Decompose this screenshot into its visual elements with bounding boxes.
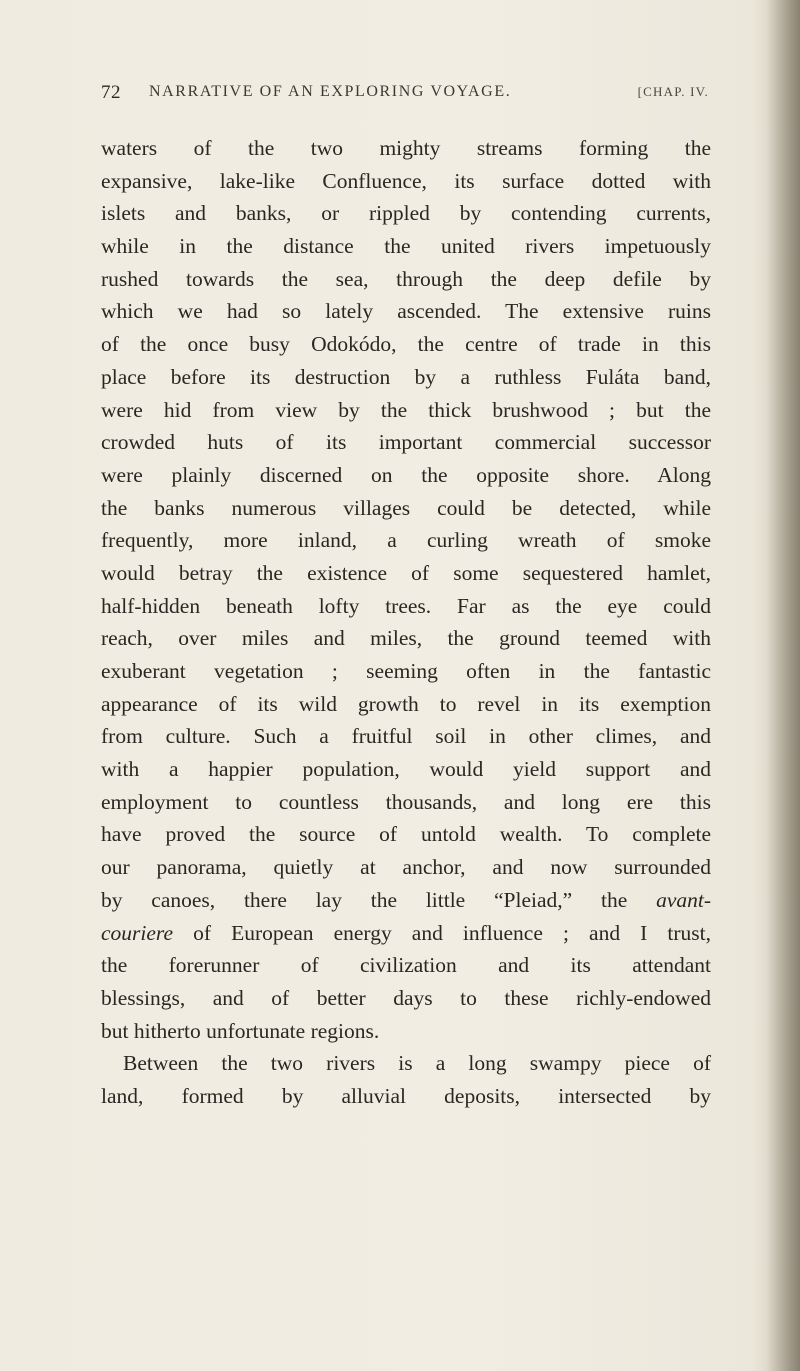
italic-word: couriere: [101, 920, 174, 945]
italic-word: avant-: [656, 887, 712, 912]
text-line: rushed towards the sea, through the deep defile by: [101, 266, 711, 291]
text-line: of the once busy Odokódo, the centre of trade in this: [101, 332, 711, 357]
page-spine-shadow: [766, 0, 800, 1371]
text-line: our panorama, quietly at anchor, and now surrounded: [101, 855, 711, 880]
text-line: reach, over miles and miles, the ground teemed with: [101, 626, 711, 651]
text-line: have proved the source of untold wealth. To complete: [101, 822, 711, 847]
text-line: but hitherto unfortunate regions.: [101, 1018, 380, 1043]
text-line: the forerunner of civilization and its attendant: [101, 953, 711, 978]
body-text: [101, 132, 711, 1113]
text-line: from culture. Such a fruitful soil in other climes, and: [101, 724, 711, 749]
text-line: islets and banks, or rippled by contending currents,: [101, 201, 711, 226]
page-number: 72: [101, 82, 121, 103]
text-line-with-italic: [101, 884, 711, 917]
text-line: expansive, lake-like Confluence, its surface dotted with: [101, 168, 711, 193]
text-line: with a happier population, would yield support and: [101, 757, 711, 782]
text-line: appearance of its wild growth to revel in its exemption: [101, 691, 711, 716]
text-line: land, formed by alluvial deposits, intersected by: [101, 1083, 711, 1108]
text-line: the banks numerous villages could be detected, while: [101, 495, 711, 520]
text-line: exuberant vegetation ; seeming often in the fantastic: [101, 659, 711, 683]
text-line: half-hidden beneath lofty trees. Far as the eye could: [101, 593, 711, 618]
paragraph-start-line: Between the two rivers is a long swampy piece of: [123, 1051, 711, 1076]
text-line-with-italic: [101, 917, 711, 950]
page-header: [101, 82, 709, 112]
text-line: while in the distance the united rivers impetuously: [101, 234, 711, 259]
text-segment: of European energy and influence ; and I trust,: [193, 920, 712, 945]
text-line: place before its destruction by a ruthless Fuláta band,: [101, 364, 711, 389]
text-line: crowded huts of its important commercial successor: [101, 430, 711, 455]
text-line: employment to countless thousands, and long ere this: [101, 789, 711, 814]
text-line: were hid from view by the thick brushwood ; but the: [101, 397, 711, 422]
running-head: NARRATIVE OF AN EXPLORING VOYAGE.: [149, 83, 512, 100]
text-line: which we had so lately ascended. The extensive ruins: [101, 299, 711, 324]
text-line: blessings, and of better days to these richly-endowed: [101, 985, 711, 1010]
text-line: were plainly discerned on the opposite shore. Along: [101, 462, 711, 487]
chapter-reference: [CHAP. IV.: [637, 84, 709, 99]
text-line: waters of the two mighty streams forming the: [101, 136, 711, 160]
text-line: frequently, more inland, a curling wreath of smoke: [101, 528, 711, 553]
text-line: would betray the existence of some sequestered hamlet,: [101, 560, 711, 585]
text-segment: by canoes, there lay the little “Pleiad,” the: [101, 887, 628, 912]
